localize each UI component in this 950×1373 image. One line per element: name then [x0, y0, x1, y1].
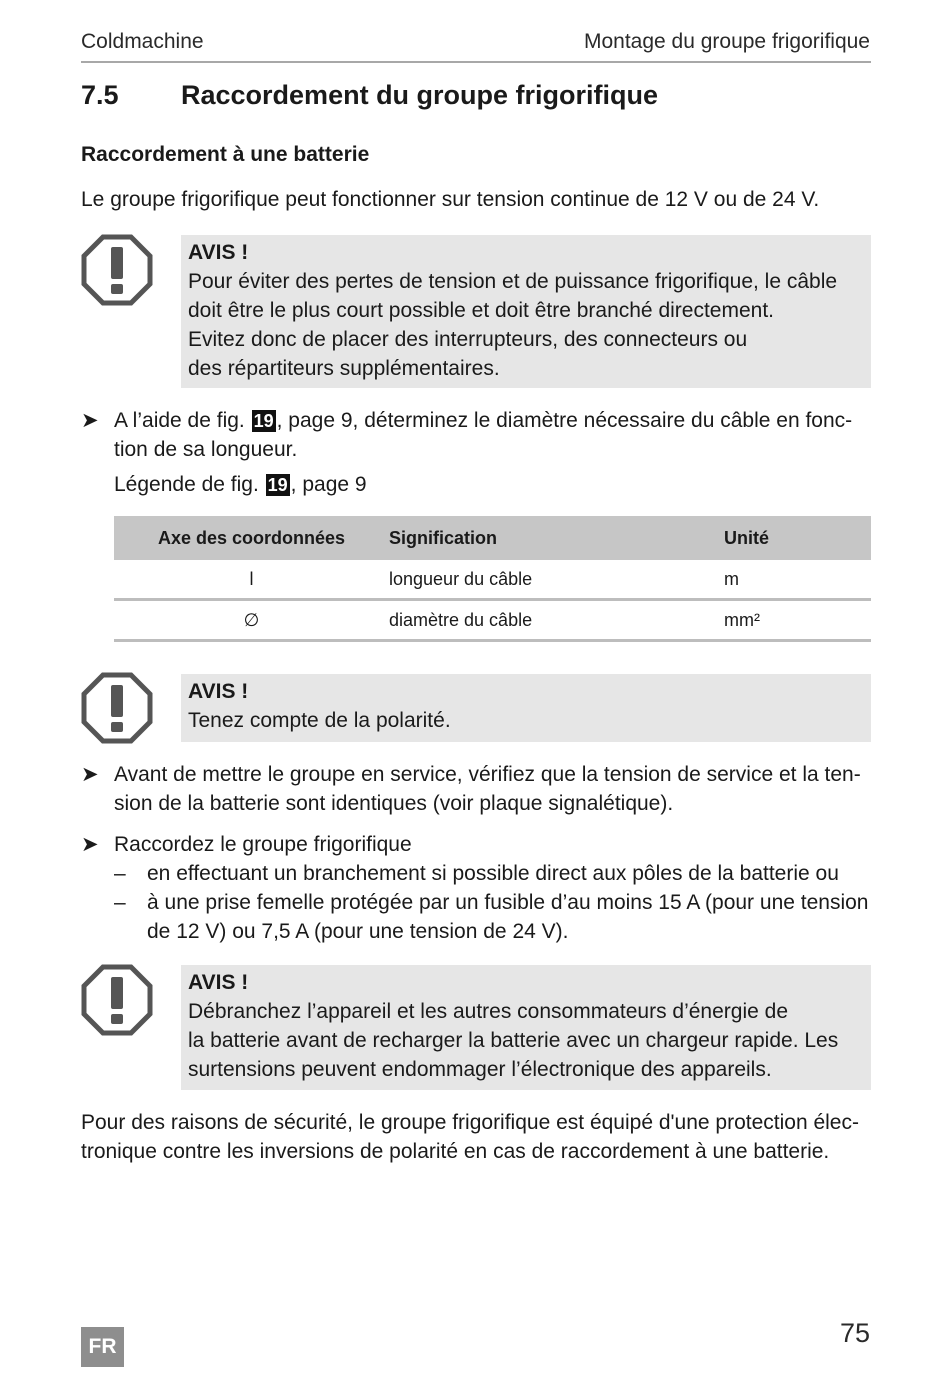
dash-bullet: –	[114, 862, 126, 885]
notice-line: doit être le plus court possible et doit être branché directement.	[188, 299, 774, 322]
legend-caption-post: , page 9	[290, 473, 367, 496]
step-text	[114, 760, 871, 818]
table-header-row	[114, 516, 871, 560]
step-text-line: Avant de mettre le groupe en service, vérifiez que la tension de service et la ten-	[114, 763, 861, 786]
notice-title: AVIS !	[188, 971, 249, 994]
step-arrow-icon: ➤	[81, 833, 99, 856]
table-cell: l	[114, 560, 389, 600]
intro-paragraph: Le groupe frigorifique peut fonctionner sur tension continue de 12 V ou de 24 V.	[81, 188, 820, 211]
paragraph-line: tronique contre les inversions de polarité en cas de raccordement à une batterie.	[81, 1140, 830, 1163]
list-item	[114, 888, 871, 917]
list-item-text: en effectuant un branchement si possible direct aux pôles de la batterie ou	[147, 862, 839, 885]
paragraph-line: Pour des raisons de sécurité, le groupe frigorifique est équipé d'une protection élec-	[81, 1111, 859, 1134]
notice-line: surtensions peuvent endommager l’électronique des appareils.	[188, 1058, 772, 1081]
list-item-text: à une prise femelle protégée par un fusible d’au moins 15 A (pour une tension	[147, 891, 869, 914]
notice-line: Tenez compte de la polarité.	[188, 709, 451, 732]
step-text-pre: A l’aide de fig.	[114, 409, 245, 432]
notice-box	[181, 235, 871, 388]
notice-line: Evitez donc de placer des interrupteurs, des connecteurs ou	[188, 328, 748, 351]
notice-box	[181, 674, 871, 742]
running-header-right: Montage du groupe frigorifique	[583, 30, 870, 53]
notice-line: des répartiteurs supplémentaires.	[188, 357, 500, 380]
notice-box	[181, 965, 871, 1090]
notice-title: AVIS !	[188, 241, 249, 264]
list-item-cont: de 12 V) ou 7,5 A (pour une tension de 24 V).	[147, 920, 569, 943]
table-cell: mm²	[724, 600, 871, 641]
step-arrow-icon: ➤	[81, 409, 99, 432]
legend-table	[114, 516, 871, 642]
step-text-line: sion de la batterie sont identiques (voir plaque signalétique).	[114, 792, 674, 815]
notice-line: la batterie avant de recharger la batterie avec un chargeur rapide. Les	[188, 1029, 839, 1052]
table-row	[114, 600, 871, 641]
legend-caption-pre: Légende de fig.	[114, 473, 259, 496]
section-number: 7.5	[81, 80, 119, 110]
page-number: 75	[839, 1318, 870, 1348]
dash-bullet: –	[114, 891, 126, 914]
running-header-left: Coldmachine	[81, 30, 204, 53]
step-text	[114, 830, 871, 946]
notice-title: AVIS !	[188, 680, 249, 703]
figure-ref-badge: 19	[267, 475, 288, 495]
table-cell: longueur du câble	[389, 560, 724, 600]
section-title: Raccordement du groupe frigorifique	[181, 80, 659, 110]
table-header-cell: Signification	[389, 516, 724, 560]
table-cell: m	[724, 560, 871, 600]
table-cell: ∅	[114, 600, 389, 641]
legend-caption	[114, 470, 871, 499]
step-arrow-icon: ➤	[81, 763, 99, 786]
closing-paragraph	[81, 1108, 871, 1166]
step-text-post: , page 9, déterminez le diamètre nécessaire du câble en fonc-	[276, 409, 853, 432]
table-header-cell: Unité	[724, 516, 871, 560]
step-text-line: Raccordez le groupe frigorifique	[114, 833, 412, 856]
step-text-cont: tion de sa longueur.	[114, 438, 298, 461]
header-rule	[81, 61, 871, 63]
language-badge: FR	[81, 1327, 124, 1367]
list-item	[114, 859, 871, 888]
table-cell: diamètre du câble	[389, 600, 724, 641]
warning-octagon-icon	[81, 672, 153, 744]
table-row	[114, 560, 871, 600]
subheading: Raccordement à une batterie	[81, 143, 370, 166]
warning-octagon-icon	[81, 964, 153, 1036]
figure-ref-badge: 19	[253, 411, 274, 431]
step-text	[114, 406, 871, 464]
warning-octagon-icon	[81, 234, 153, 306]
notice-line: Pour éviter des pertes de tension et de puissance frigorifique, le câble	[188, 270, 838, 293]
table-header-cell: Axe des coordonnées	[114, 516, 389, 560]
notice-line: Débranchez l’appareil et les autres consommateurs d’énergie de	[188, 1000, 788, 1023]
